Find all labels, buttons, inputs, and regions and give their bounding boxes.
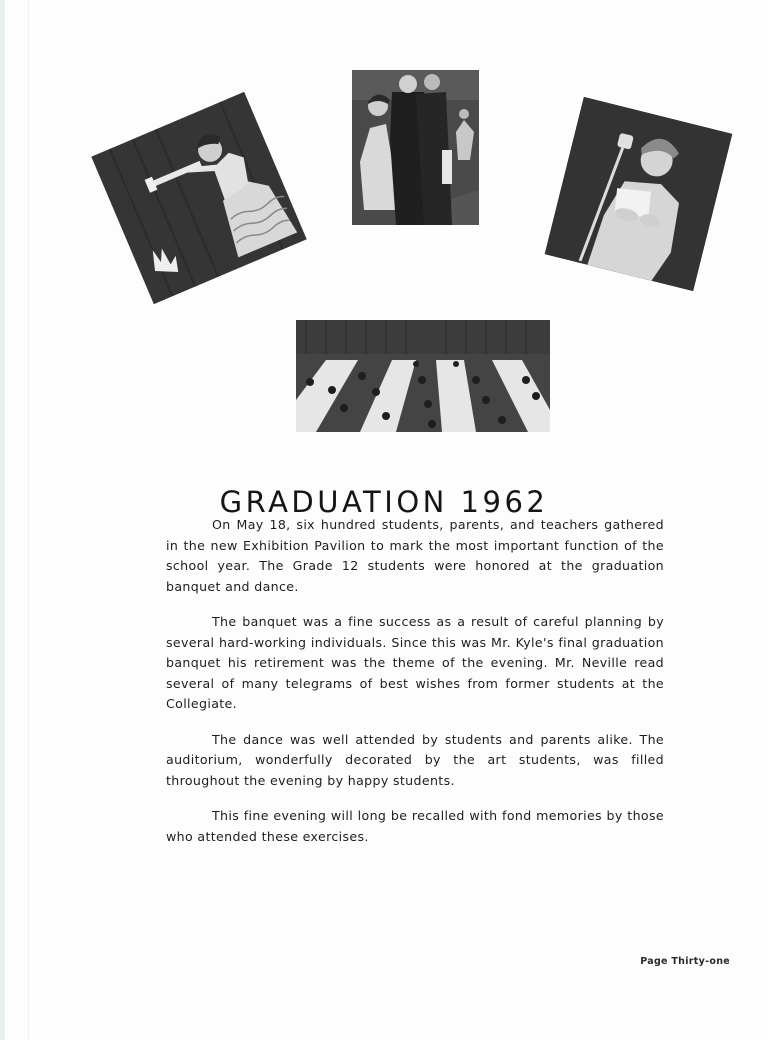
page-title: GRADUATION 1962 bbox=[219, 485, 549, 520]
paragraph-closing: This fine evening will long be recalled with fond memories by those who attended these exercises. bbox=[166, 808, 664, 844]
photo-dancing-couples bbox=[352, 70, 479, 225]
photo-speaker-microphone bbox=[545, 97, 733, 291]
page-fold-line bbox=[28, 0, 29, 1040]
page-number: Page Thirty-one bbox=[640, 956, 730, 967]
photo-banquet-hall bbox=[296, 320, 550, 432]
paragraph-intro: On May 18, six hundred students, parents, and teachers gathered in the new Exhibition Pavilion to mark the most important function of the school year. The Grade 12 students were honored at the graduation banquet and dance. bbox=[166, 517, 664, 594]
paragraph-banquet: The banquet was a fine success as a result of careful planning by several hard-working individuals. Since this was Mr. Kyle's final graduation banquet his retirement was the theme of the evening. Mr. Neville read several of many telegrams of best wishes from former students at the Collegiate. bbox=[166, 614, 664, 711]
paragraph-dance: The dance was well attended by students and parents alike. The auditorium, wonderfully decorated by the art students, was filled throughout the evening by happy students. bbox=[166, 731, 664, 788]
page-binding-edge bbox=[0, 0, 5, 1040]
article-body bbox=[166, 515, 664, 862]
photo-trumpet-player bbox=[91, 92, 306, 304]
